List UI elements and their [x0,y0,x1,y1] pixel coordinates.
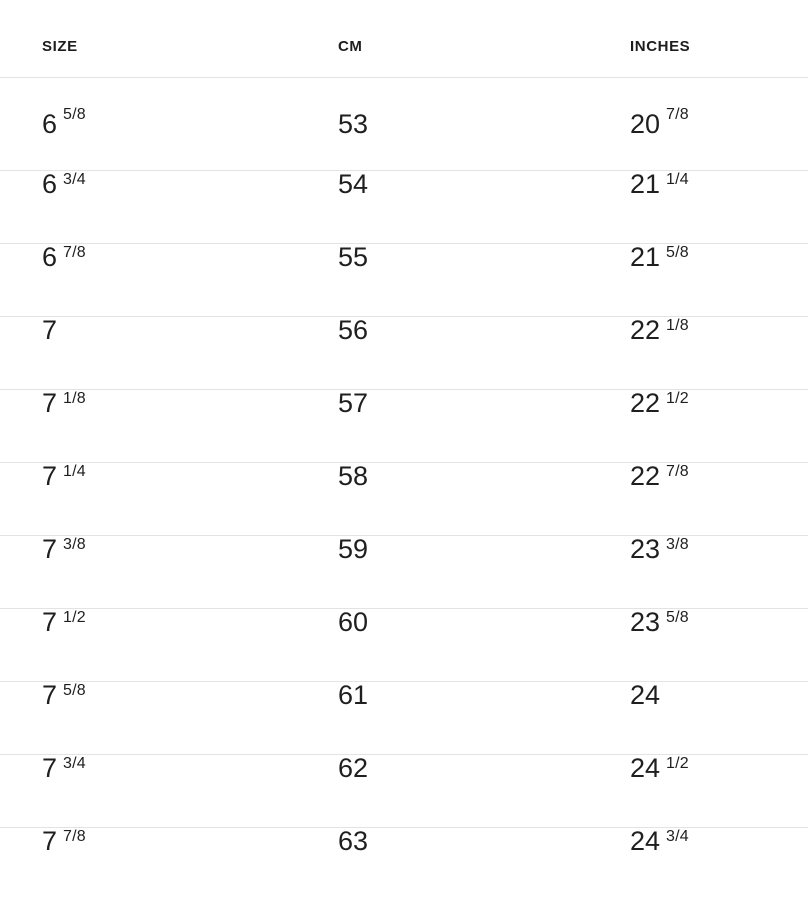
cell-inches [592,463,808,536]
size-fraction: 7/8 [63,828,86,845]
inches-whole: 23 [630,607,661,637]
inches-whole: 24 [630,680,661,710]
cell-inches [592,682,808,755]
table-row [0,78,808,171]
cell-cm [296,317,592,390]
inches-whole: 23 [630,534,661,564]
cell-content [0,463,296,535]
cell-content [296,536,592,608]
table-row [0,171,808,244]
inches-whole: 20 [630,108,661,139]
cell-size [0,755,296,828]
size-whole: 7 [42,826,58,856]
cell-content [592,536,808,608]
cell-content [0,171,296,243]
cell-content [296,390,592,462]
cell-content [592,609,808,681]
cell-content [296,171,592,243]
cell-content [0,536,296,608]
size-fraction: 1/4 [63,463,86,480]
table-row [0,682,808,755]
cell-content [592,828,808,900]
cell-cm [296,536,592,609]
size-whole: 7 [42,534,58,564]
size-whole: 7 [42,753,58,783]
cell-content [296,828,592,900]
cm-value: 60 [338,607,369,637]
size-fraction: 3/4 [63,755,86,772]
cell-content [0,755,296,827]
table-body [0,78,808,900]
size-fraction: 3/8 [63,536,86,553]
cm-value: 53 [338,108,369,139]
table-row [0,828,808,900]
cell-inches [592,828,808,900]
cell-content [592,78,808,170]
cell-inches [592,171,808,244]
cell-content [296,463,592,535]
cell-size [0,244,296,317]
inches-whole: 24 [630,753,661,783]
table-header [0,0,808,78]
inches-fraction: 1/2 [666,755,689,772]
cell-cm [296,244,592,317]
table-header-row [0,0,808,78]
cell-inches [592,390,808,463]
table-row [0,244,808,317]
size-fraction: 1/8 [63,390,86,407]
table-row [0,317,808,390]
size-whole: 6 [42,108,58,139]
size-fraction: 1/2 [63,609,86,626]
size-whole: 6 [42,242,58,272]
cell-cm [296,755,592,828]
table-row [0,463,808,536]
cell-inches [592,536,808,609]
cell-size [0,536,296,609]
inches-fraction: 1/4 [666,171,689,188]
inches-fraction: 5/8 [666,609,689,626]
cm-value: 54 [338,169,369,199]
cell-cm [296,390,592,463]
cell-content [296,244,592,316]
cell-inches [592,244,808,317]
inches-fraction: 5/8 [666,244,689,261]
size-fraction: 7/8 [63,244,86,261]
column-header-size: SIZE [42,38,78,55]
cell-cm [296,463,592,536]
cell-content [592,463,808,535]
cell-inches [592,755,808,828]
table-row [0,536,808,609]
size-whole: 7 [42,680,58,710]
cell-size [0,78,296,171]
cell-content [592,171,808,243]
inches-fraction: 3/8 [666,536,689,553]
inches-whole: 22 [630,388,661,418]
cm-value: 61 [338,680,369,710]
cell-cm [296,609,592,682]
size-whole: 7 [42,607,58,637]
inches-whole: 22 [630,315,661,345]
inches-fraction: 3/4 [666,828,689,845]
cell-content [592,682,808,754]
cell-size [0,390,296,463]
size-fraction: 3/4 [63,171,86,188]
inches-fraction: 7/8 [666,463,689,480]
cell-content [0,390,296,462]
table-row [0,609,808,682]
cm-value: 63 [338,826,369,856]
cell-content [592,390,808,462]
cell-content [592,755,808,827]
cell-content [592,244,808,316]
cm-value: 57 [338,388,369,418]
cm-value: 62 [338,753,369,783]
cell-size [0,609,296,682]
cell-size [0,317,296,390]
table-row [0,755,808,828]
cell-inches [592,609,808,682]
size-fraction: 5/8 [63,682,86,699]
column-header-inches: INCHES [630,38,691,55]
size-whole: 6 [42,169,58,199]
cell-content [0,609,296,681]
cell-inches [592,78,808,171]
cell-cm [296,828,592,900]
cell-content [296,755,592,827]
table-row [0,390,808,463]
cell-content [0,78,296,170]
inches-fraction: 1/2 [666,390,689,407]
cell-content [0,828,296,900]
cell-cm [296,682,592,755]
cell-inches [592,317,808,390]
cell-content [592,317,808,389]
inches-fraction: 1/8 [666,317,689,334]
cell-cm [296,171,592,244]
cell-content [296,609,592,681]
inches-whole: 22 [630,461,661,491]
cm-value: 55 [338,242,369,272]
cell-size [0,463,296,536]
cm-value: 59 [338,534,369,564]
cell-content [0,682,296,754]
inches-whole: 24 [630,826,661,856]
cell-content [296,317,592,389]
size-whole: 7 [42,315,58,345]
inches-whole: 21 [630,242,661,272]
cell-cm [296,78,592,171]
cell-content [296,78,592,170]
column-header-cm: CM [338,38,363,55]
cell-size [0,171,296,244]
cell-size [0,682,296,755]
size-fraction: 5/8 [63,106,86,123]
cm-value: 56 [338,315,369,345]
size-whole: 7 [42,461,58,491]
inches-whole: 21 [630,169,661,199]
cm-value: 58 [338,461,369,491]
size-whole: 7 [42,388,58,418]
cell-content [0,317,296,389]
cell-content [0,244,296,316]
cell-content [296,682,592,754]
cell-size [0,828,296,900]
inches-fraction: 7/8 [666,106,689,123]
